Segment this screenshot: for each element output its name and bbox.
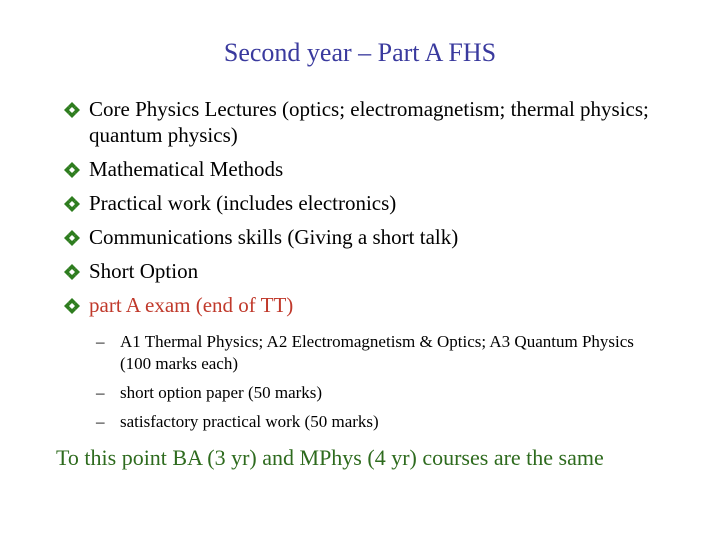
bullet-text: Practical work (includes electronics) <box>89 191 397 215</box>
diamond-bullet-icon <box>62 297 82 315</box>
sub-bullet-item <box>96 382 656 404</box>
slide-title: Second year – Part A FHS <box>223 38 497 67</box>
diamond-bullet-icon <box>62 229 82 247</box>
bullet-item <box>62 156 702 182</box>
bullet-item <box>62 224 702 250</box>
sub-bullet-item <box>96 331 656 375</box>
diamond-bullet-icon <box>62 161 82 179</box>
sub-bullet-text: A1 Thermal Physics; A2 Electromagnetism & Optics; A3 Quantum Physics (100 marks each) <box>120 332 634 373</box>
bullet-list <box>62 96 702 326</box>
diamond-bullet-icon <box>62 195 82 213</box>
bullet-text: Core Physics Lectures (optics; electromagnetism; thermal physics; quantum physics) <box>89 97 649 147</box>
bullet-item <box>62 258 702 284</box>
diamond-bullet-icon <box>62 263 82 281</box>
bullet-text: Short Option <box>89 259 199 283</box>
sub-bullet-text: satisfactory practical work (50 marks) <box>120 412 379 431</box>
exam-sub-list <box>96 331 656 440</box>
bullet-text: Communications skills (Giving a short talk) <box>89 225 459 249</box>
bullet-item-exam <box>62 292 702 318</box>
dash-marker: – <box>96 332 105 351</box>
bullet-item <box>62 190 702 216</box>
dash-marker: – <box>96 412 105 431</box>
dash-marker: – <box>96 383 105 402</box>
bullet-item <box>62 96 702 148</box>
sub-bullet-text: short option paper (50 marks) <box>120 383 323 402</box>
diamond-bullet-icon <box>62 101 82 119</box>
bullet-text: Mathematical Methods <box>89 157 284 181</box>
footer-note: To this point BA (3 yr) and MPhys (4 yr) courses are the same <box>56 445 604 470</box>
sub-bullet-item <box>96 411 656 433</box>
bullet-text: part A exam (end of TT) <box>89 293 294 317</box>
